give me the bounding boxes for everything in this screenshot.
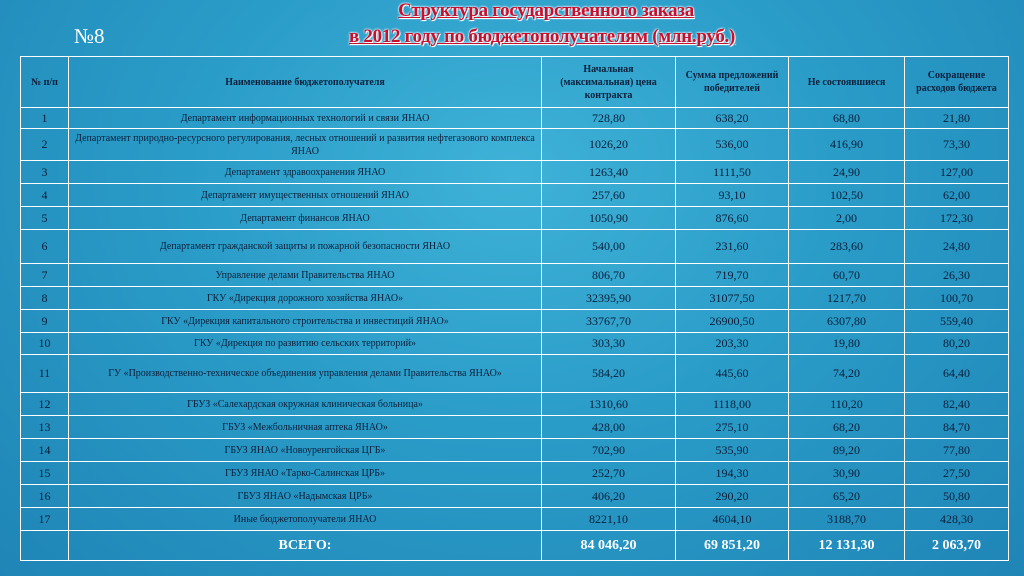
- row-savings: 100,70: [905, 287, 1009, 310]
- table-row: [21, 462, 1009, 485]
- row-failed: 2,00: [789, 207, 905, 230]
- row-initial-price: 428,00: [542, 416, 676, 439]
- row-name: ГБУЗ ЯНАО «Надымская ЦРБ»: [69, 485, 542, 508]
- row-num: 1: [21, 108, 69, 129]
- row-name: ГКУ «Дирекция дорожного хозяйства ЯНАО»: [69, 287, 542, 310]
- title-line-1: Структура государственного заказа: [398, 0, 694, 21]
- row-initial-price: 728,80: [542, 108, 676, 129]
- row-savings: 24,80: [905, 230, 1009, 264]
- row-savings: 21,80: [905, 108, 1009, 129]
- row-name: Департамент здравоохранения ЯНАО: [69, 161, 542, 184]
- table-row: [21, 108, 1009, 129]
- row-name: ГУ «Производственно-техническое объединения управления делами Правительства ЯНАО»: [69, 355, 542, 393]
- row-savings: 73,30: [905, 129, 1009, 161]
- row-name: ГКУ «Дирекция по развитию сельских территорий»: [69, 333, 542, 355]
- table-row: [21, 333, 1009, 355]
- row-failed: 68,20: [789, 416, 905, 439]
- row-winners-sum: 719,70: [676, 264, 789, 287]
- row-num: 11: [21, 355, 69, 393]
- row-winners-sum: 876,60: [676, 207, 789, 230]
- slide-number: №8: [74, 24, 105, 48]
- row-savings: 50,80: [905, 485, 1009, 508]
- row-num: 7: [21, 264, 69, 287]
- total-savings: 2 063,70: [905, 531, 1009, 561]
- header-num: № п/п: [21, 57, 69, 108]
- row-initial-price: 257,60: [542, 184, 676, 207]
- table-row: [21, 439, 1009, 462]
- row-num: 10: [21, 333, 69, 355]
- row-num: 4: [21, 184, 69, 207]
- table-header-row: [21, 57, 1009, 108]
- row-failed: 283,60: [789, 230, 905, 264]
- total-num-cell: [21, 531, 69, 561]
- row-name: Департамент информационных технологий и связи ЯНАО: [69, 108, 542, 129]
- table-body: [21, 108, 1009, 531]
- row-savings: 27,50: [905, 462, 1009, 485]
- table-row: [21, 207, 1009, 230]
- row-initial-price: 8221,10: [542, 508, 676, 531]
- row-failed: 68,80: [789, 108, 905, 129]
- row-savings: 62,00: [905, 184, 1009, 207]
- row-winners-sum: 203,30: [676, 333, 789, 355]
- row-initial-price: 303,30: [542, 333, 676, 355]
- row-name: ГКУ «Дирекция капитального строительства и инвестиций ЯНАО»: [69, 310, 542, 333]
- table-row: [21, 393, 1009, 416]
- row-winners-sum: 1111,50: [676, 161, 789, 184]
- row-name: Управление делами Правительства ЯНАО: [69, 264, 542, 287]
- header-winners-sum: Сумма предложений победителей: [676, 57, 789, 108]
- row-winners-sum: 4604,10: [676, 508, 789, 531]
- table-row: [21, 355, 1009, 393]
- row-num: 8: [21, 287, 69, 310]
- row-name: Департамент природно-ресурсного регулирования, лесных отношений и развития нефтегазового комплекса ЯНАО: [69, 129, 542, 161]
- row-failed: 3188,70: [789, 508, 905, 531]
- row-winners-sum: 536,00: [676, 129, 789, 161]
- row-savings: 428,30: [905, 508, 1009, 531]
- row-num: 15: [21, 462, 69, 485]
- row-failed: 65,20: [789, 485, 905, 508]
- row-savings: 84,70: [905, 416, 1009, 439]
- row-winners-sum: 535,90: [676, 439, 789, 462]
- row-failed: 102,50: [789, 184, 905, 207]
- row-initial-price: 33767,70: [542, 310, 676, 333]
- table-row: [21, 416, 1009, 439]
- row-name: ГБУЗ «Салехардская окружная клиническая больница»: [69, 393, 542, 416]
- row-initial-price: 584,20: [542, 355, 676, 393]
- row-failed: 110,20: [789, 393, 905, 416]
- row-winners-sum: 638,20: [676, 108, 789, 129]
- row-savings: 77,80: [905, 439, 1009, 462]
- row-initial-price: 1050,90: [542, 207, 676, 230]
- row-name: ГБУЗ ЯНАО «Тарко-Салинская ЦРБ»: [69, 462, 542, 485]
- row-name: ГБУЗ ЯНАО «Новоуренгойская ЦГБ»: [69, 439, 542, 462]
- total-label: ВСЕГО:: [69, 531, 542, 561]
- row-failed: 19,80: [789, 333, 905, 355]
- row-initial-price: 406,20: [542, 485, 676, 508]
- total-failed: 12 131,30: [789, 531, 905, 561]
- row-winners-sum: 31077,50: [676, 287, 789, 310]
- row-initial-price: 540,00: [542, 230, 676, 264]
- row-failed: 416,90: [789, 129, 905, 161]
- row-failed: 30,90: [789, 462, 905, 485]
- row-winners-sum: 445,60: [676, 355, 789, 393]
- row-initial-price: 1026,20: [542, 129, 676, 161]
- page-title: [0, 0, 1024, 48]
- table-row: [21, 129, 1009, 161]
- row-savings: 127,00: [905, 161, 1009, 184]
- header-failed: Не состоявшиеся: [789, 57, 905, 108]
- row-num: 12: [21, 393, 69, 416]
- row-failed: 60,70: [789, 264, 905, 287]
- row-savings: 559,40: [905, 310, 1009, 333]
- header-name: Наименование бюджетополучателя: [69, 57, 542, 108]
- total-row: [21, 531, 1009, 561]
- row-failed: 74,20: [789, 355, 905, 393]
- row-winners-sum: 194,30: [676, 462, 789, 485]
- row-savings: 172,30: [905, 207, 1009, 230]
- total-winners-sum: 69 851,20: [676, 531, 789, 561]
- row-initial-price: 702,90: [542, 439, 676, 462]
- row-winners-sum: 231,60: [676, 230, 789, 264]
- row-savings: 80,20: [905, 333, 1009, 355]
- row-winners-sum: 26900,50: [676, 310, 789, 333]
- header-initial-price: Начальная (максимальная) цена контракта: [542, 57, 676, 108]
- table-row: [21, 287, 1009, 310]
- row-winners-sum: 93,10: [676, 184, 789, 207]
- row-name: ГБУЗ «Межбольничная аптека ЯНАО»: [69, 416, 542, 439]
- row-name: Департамент гражданской защиты и пожарной безопасности ЯНАО: [69, 230, 542, 264]
- row-winners-sum: 275,10: [676, 416, 789, 439]
- table-row: [21, 264, 1009, 287]
- budget-table: [20, 56, 1009, 561]
- table-row: [21, 310, 1009, 333]
- table-row: [21, 184, 1009, 207]
- row-num: 2: [21, 129, 69, 161]
- row-num: 6: [21, 230, 69, 264]
- row-savings: 82,40: [905, 393, 1009, 416]
- row-num: 13: [21, 416, 69, 439]
- row-name: Департамент имущественных отношений ЯНАО: [69, 184, 542, 207]
- row-failed: 89,20: [789, 439, 905, 462]
- row-winners-sum: 1118,00: [676, 393, 789, 416]
- row-num: 16: [21, 485, 69, 508]
- table-row: [21, 485, 1009, 508]
- row-num: 9: [21, 310, 69, 333]
- row-savings: 64,40: [905, 355, 1009, 393]
- row-winners-sum: 290,20: [676, 485, 789, 508]
- row-failed: 1217,70: [789, 287, 905, 310]
- header-savings: Сокращение расходов бюджета: [905, 57, 1009, 108]
- table-row: [21, 508, 1009, 531]
- row-initial-price: 32395,90: [542, 287, 676, 310]
- total-initial-price: 84 046,20: [542, 531, 676, 561]
- row-num: 3: [21, 161, 69, 184]
- row-num: 5: [21, 207, 69, 230]
- row-failed: 24,90: [789, 161, 905, 184]
- row-savings: 26,30: [905, 264, 1009, 287]
- row-initial-price: 252,70: [542, 462, 676, 485]
- row-name: Иные бюджетополучатели ЯНАО: [69, 508, 542, 531]
- title-line-2: в 2012 году по бюджетополучателям (млн.руб.): [348, 26, 736, 47]
- row-name: Департамент финансов ЯНАО: [69, 207, 542, 230]
- row-num: 14: [21, 439, 69, 462]
- row-num: 17: [21, 508, 69, 531]
- row-initial-price: 806,70: [542, 264, 676, 287]
- row-failed: 6307,80: [789, 310, 905, 333]
- table-row: [21, 161, 1009, 184]
- row-initial-price: 1310,60: [542, 393, 676, 416]
- row-initial-price: 1263,40: [542, 161, 676, 184]
- table-row: [21, 230, 1009, 264]
